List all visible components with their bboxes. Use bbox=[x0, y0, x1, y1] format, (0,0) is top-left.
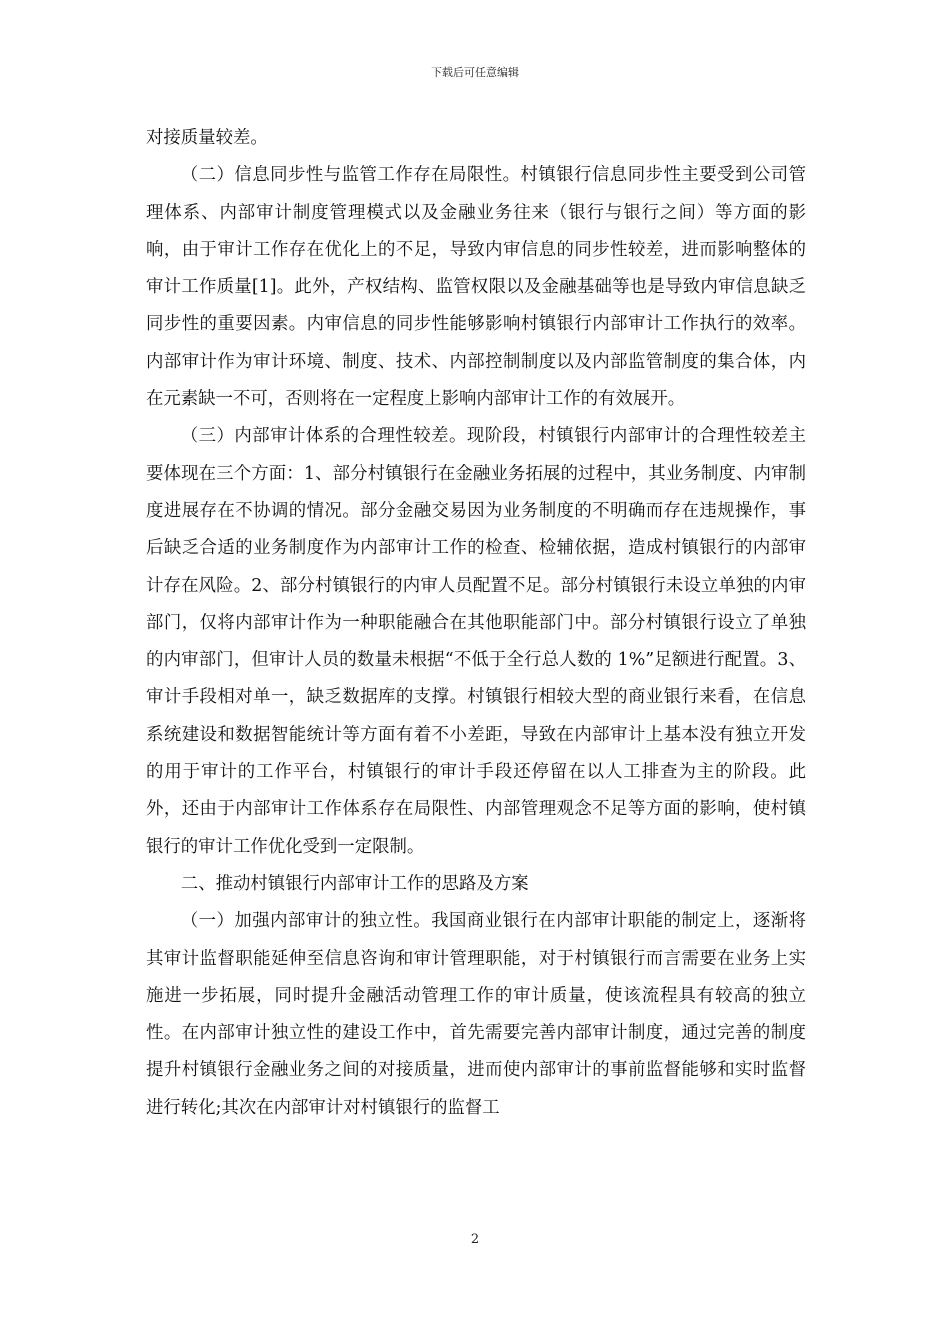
page-header-note: 下载后可任意编辑 bbox=[431, 66, 519, 79]
section-heading: 二、推动村镇银行内部审计工作的思路及方案 bbox=[180, 873, 529, 894]
paragraph-independence: （一）加强内部审计的独立性。我国商业银行在内部审计职能的制定上，逐渐将其审计监督职能延伸至信息咨询和审计管理职能，对于村镇银行而言需要在业务上实施进一步拓展，同时提升金融活动管理工作的审计质量，使该流程具有较高的独立性。在内部审计独立性的建设工作中，首先需要完善内部审计制度，通过完善的制度提升村镇银行金融业务之间的对接质量，进而使内部审计的事前监督能够和实时监督进行转化;其次在内部审计对村镇银行的监督工 bbox=[146, 911, 806, 1118]
body-text bbox=[146, 120, 806, 1127]
page-number: 2 bbox=[470, 1232, 480, 1247]
paragraph-audit-system: （三）内部审计体系的合理性较差。现阶段，村镇银行内部审计的合理性较差主要体现在三个方面：1、部分村镇银行在金融业务拓展的过程中，其业务制度、内审制度进展存在不协调的情况。部分金融交易因为业务制度的不明确而存在违规操作，事后缺乏合适的业务制度作为内部审计工作的检查、检辅依据，造成村镇银行的内部审计存在风险。2、部分村镇银行的内审人员配置不足。部分村镇银行未设立单独的内审部门，仅将内部审计作为一种职能融合在其他职能部门中。部分村镇银行设立了单独的内审部门，但审计人员的数量未根据“不低于全行总人数的 1%”足额进行配置。3、审计手段相对单一，缺乏数据库的支撑。村镇银行相较大型的商业银行来看，在信息系统建设和数据智能统计等方面有着不小差距，导致在内部审计上基本没有独立开发的用于审计的工作平台，村镇银行的审计手段还停留在以人工排查为主的阶段。此外，还由于内部审计工作体系存在局限性、内部管理观念不足等方面的影响，使村镇银行的审计工作优化受到一定限制。 bbox=[146, 426, 806, 857]
paragraph-info-sync: （二）信息同步性与监管工作存在局限性。村镇银行信息同步性主要受到公司管理体系、内部审计制度管理模式以及金融业务往来（银行与银行之间）等方面的影响，由于审计工作存在优化上的不足，导致内审信息的同步性较差，进而影响整体的审计工作质量[1]。此外，产权结构、监管权限以及金融基础等也是导致内审信息缺乏同步性的重要因素。内审信息的同步性能够影响村镇银行内部审计工作执行的效率。内部审计作为审计环境、制度、技术、内部控制制度以及内部监管制度的集合体，内在元素缺一不可，否则将在一定程度上影响内部审计工作的有效展开。 bbox=[146, 165, 806, 410]
paragraph-continuation: 对接质量较差。 bbox=[146, 128, 268, 148]
